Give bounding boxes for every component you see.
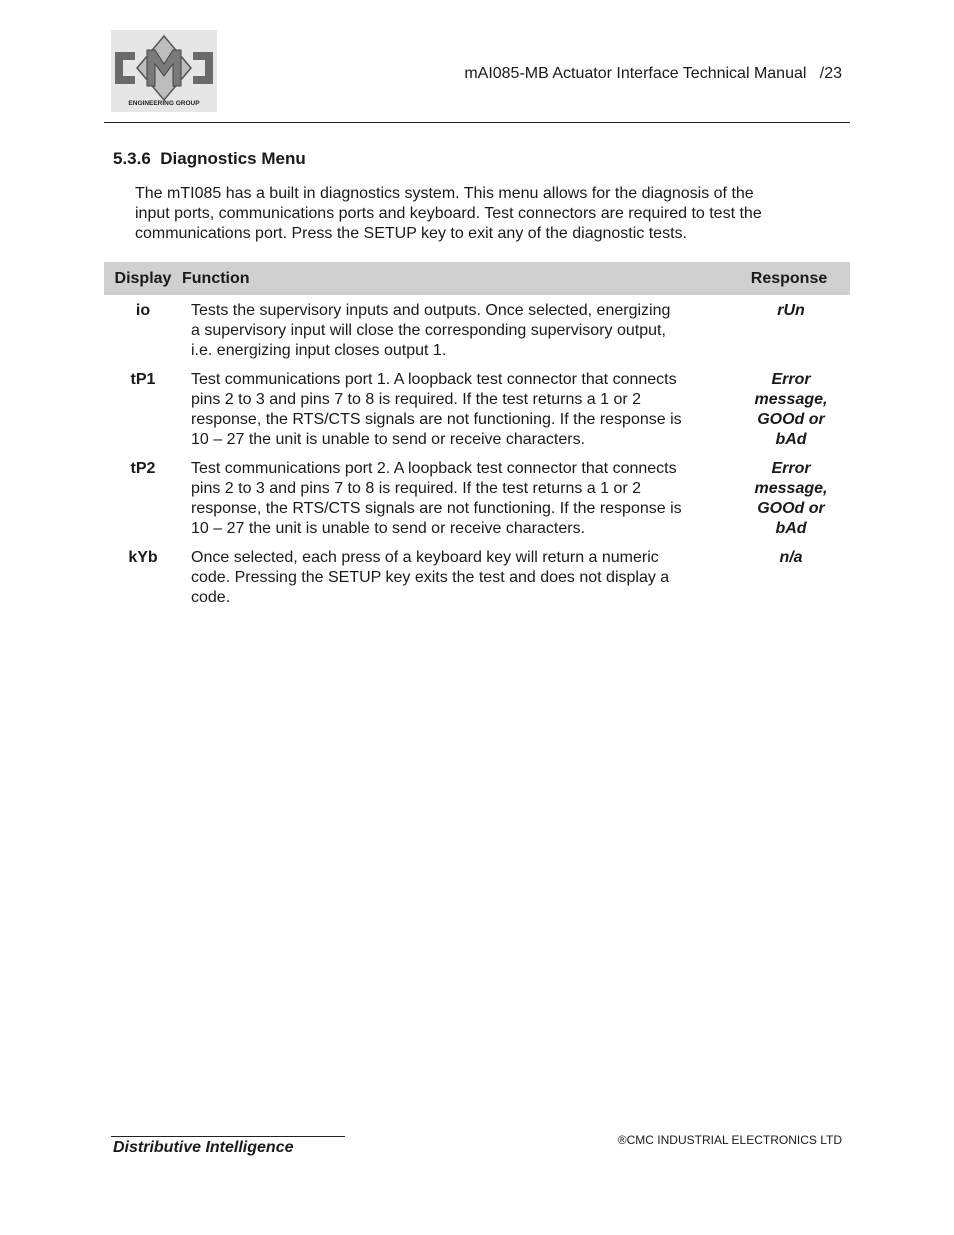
response-line: message, [754, 480, 828, 497]
function-line: i.e. energizing input closes output 1. [191, 342, 447, 359]
function-line: response, the RTS/CTS signals are not functioning. If the response is [191, 500, 682, 517]
function-line: Test communications port 1. A loopback test connector that connects [191, 371, 677, 388]
logo-caption: ENGINEERING GROUP [128, 100, 200, 107]
intro-line: The mTI085 has a built in diagnostics system. This menu allows for the diagnosis of the [135, 185, 754, 202]
display-code: tP2 [130, 460, 156, 477]
response-value [728, 542, 850, 611]
page-header-title: mAI085-MB Actuator Interface Technical Manual /23 [464, 65, 842, 82]
table-row [104, 295, 850, 364]
response-line: GOOd or [757, 411, 825, 428]
function-description [182, 453, 728, 542]
header-divider [104, 122, 850, 123]
response-line: Error [771, 460, 811, 477]
function-line: 10 – 27 the unit is unable to send or receive characters. [191, 520, 586, 537]
intro-paragraph [135, 184, 835, 244]
response-value [728, 295, 850, 364]
function-line: code. [191, 589, 231, 606]
display-code: kYb [128, 549, 158, 566]
function-line: response, the RTS/CTS signals are not functioning. If the response is [191, 411, 682, 428]
intro-line: input ports, communications ports and keyboard. Test connectors are required to test the [135, 205, 762, 222]
response-line: bAd [775, 431, 807, 448]
header-function: Function [182, 269, 250, 287]
intro-line: communications port. Press the SETUP key to exit any of the diagnostic tests. [135, 225, 687, 242]
footer-tagline: Distributive Intelligence [113, 1139, 294, 1156]
display-code: io [135, 302, 151, 319]
response-line: GOOd or [757, 500, 825, 517]
table-row [104, 453, 850, 542]
response-line: message, [754, 391, 828, 408]
diagnostics-table [104, 262, 850, 611]
table-row [104, 364, 850, 453]
footer-divider [111, 1136, 345, 1137]
function-line: code. Pressing the SETUP key exits the test and does not display a [191, 569, 670, 586]
response-line: n/a [779, 549, 803, 566]
function-line: 10 – 27 the unit is unable to send or receive characters. [191, 431, 586, 448]
response-line: rUn [777, 302, 805, 319]
function-line: Once selected, each press of a keyboard key will return a numeric [191, 549, 659, 566]
function-line: Test communications port 2. A loopback test connector that connects [191, 460, 677, 477]
cmc-logo [111, 30, 217, 112]
function-line: pins 2 to 3 and pins 7 to 8 is required. If the test returns a 1 or 2 [191, 480, 642, 497]
response-line: bAd [775, 520, 807, 537]
function-description [182, 542, 728, 611]
table-header-row [104, 262, 850, 295]
header-display: Display [114, 269, 172, 287]
function-line: Tests the supervisory inputs and outputs. Once selected, energizing [191, 302, 671, 319]
response-value [728, 364, 850, 453]
display-code: tP1 [130, 371, 156, 388]
response-line: Error [771, 371, 811, 388]
section-heading: 5.3.6 Diagnostics Menu [113, 149, 306, 168]
header-response: Response [750, 269, 828, 287]
function-line: pins 2 to 3 and pins 7 to 8 is required. If the test returns a 1 or 2 [191, 391, 642, 408]
function-description [182, 364, 728, 453]
table-row [104, 542, 850, 611]
function-line: a supervisory input will close the corresponding supervisory output, [191, 322, 666, 339]
response-value [728, 453, 850, 542]
footer-copyright: ®CMC INDUSTRIAL ELECTRONICS LTD [617, 1133, 842, 1147]
function-description [182, 295, 728, 364]
